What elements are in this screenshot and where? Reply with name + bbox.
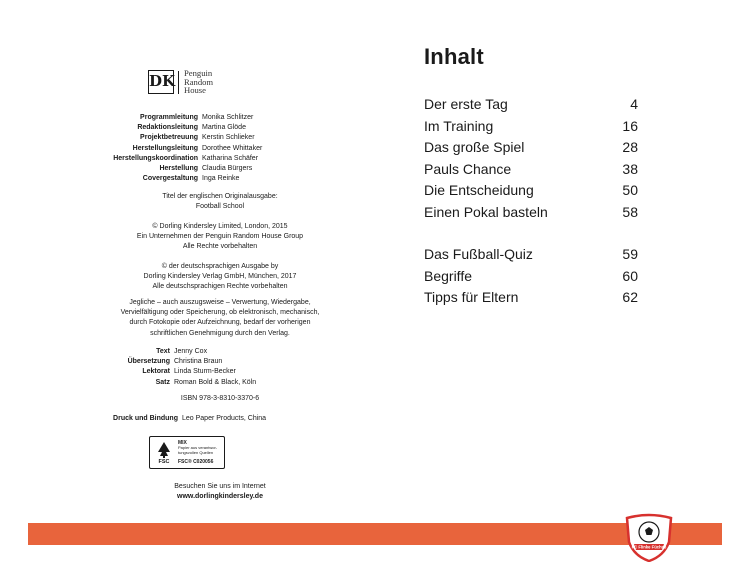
credit-row: Programmleitung Monika Schlitzer <box>140 114 254 121</box>
toc-entry[interactable]: Einen Pokal basteln 58 <box>424 203 638 220</box>
credit-row: Herstellung Claudia Bürgers <box>159 165 253 173</box>
club-badge-icon <box>624 512 674 562</box>
toc-entry[interactable]: Das Fußball-Quiz 59 <box>424 246 638 262</box>
credits-list <box>70 113 370 184</box>
original-title: Titel der englischen Originalausgabe: Football School <box>162 193 278 211</box>
toc-entry[interactable]: Das große Spiel 28 <box>424 139 638 155</box>
copyright-de: © der deutschsprachigen Ausgabe by Dorling Kindersley Verlag GmbH, München, 2017 Alle deutschsprachigen Rechte vorbehalten <box>143 263 297 291</box>
credits-list-2 <box>42 347 342 388</box>
fsc-label: FSC MIX Papier aus verantwor-tungsvollen Quellen FSC® C020056 <box>149 436 225 469</box>
fsc-tree-icon <box>155 441 173 459</box>
credit-row: Übersetzung Christina Braun <box>127 358 223 366</box>
legal-notice: Jegliche – auch auszugsweise – Verwertung, Wiedergabe, Vervielfältigung oder Speicherung, ob elektronisch, mechanisch, durch Fotokopie oder Aufzeichnung, bedarf der vorherigen schriftlichen Genehmigung durch den Verlag. <box>120 299 320 337</box>
toc-entry[interactable]: Tipps für Eltern 62 <box>424 289 638 305</box>
toc-entry[interactable]: Begriffe 60 <box>424 267 638 284</box>
website-notice: Besuchen Sie uns im Internet www.dorlingkindersley.de <box>174 483 266 501</box>
credit-row: Herstellungsleitung Dorothee Whittaker <box>132 144 263 152</box>
toc-entry[interactable]: Pauls Chance 38 <box>424 160 638 177</box>
credit-row: Redaktionsleitung Martina Glöde <box>137 124 246 132</box>
credit-row: Satz Roman Bold & Black, Köln <box>155 378 257 386</box>
credit-row: Text Jenny Cox <box>156 348 208 355</box>
isbn: ISBN 978-3-8310-3370-6 <box>180 395 260 402</box>
svg-text:FC Flinke Füchse: FC Flinke Füchse <box>631 544 667 550</box>
credit-row: Herstellungskoordination Katharina Schäfer <box>113 154 259 162</box>
credit-row: Covergestaltung Inga Reinke <box>142 175 240 183</box>
dk-logo-mark: DK <box>148 70 174 94</box>
dk-penguin-logo <box>148 70 243 96</box>
toc-entry[interactable]: Die Entscheidung 50 <box>424 182 638 198</box>
logo-divider <box>178 71 179 94</box>
print-credit: Druck und Bindung Leo Paper Products, China <box>113 415 267 422</box>
toc-entry[interactable]: Der erste Tag 4 <box>424 96 638 112</box>
toc-entry[interactable]: Im Training 16 <box>424 117 638 134</box>
credit-row: Projektbetreuung Kerstin Schlieker <box>140 134 255 142</box>
copyright-uk: © Dorling Kindersley Limited, London, 2015 Ein Unternehmen der Penguin Random House Group Alle Rechte vorbehalten <box>136 223 304 251</box>
footer-bar <box>28 523 722 545</box>
publisher-name: Penguin Random House <box>184 68 214 96</box>
credit-row: Lektorat Linda Sturm-Becker <box>142 368 236 376</box>
toc-title: Inhalt <box>424 44 484 69</box>
